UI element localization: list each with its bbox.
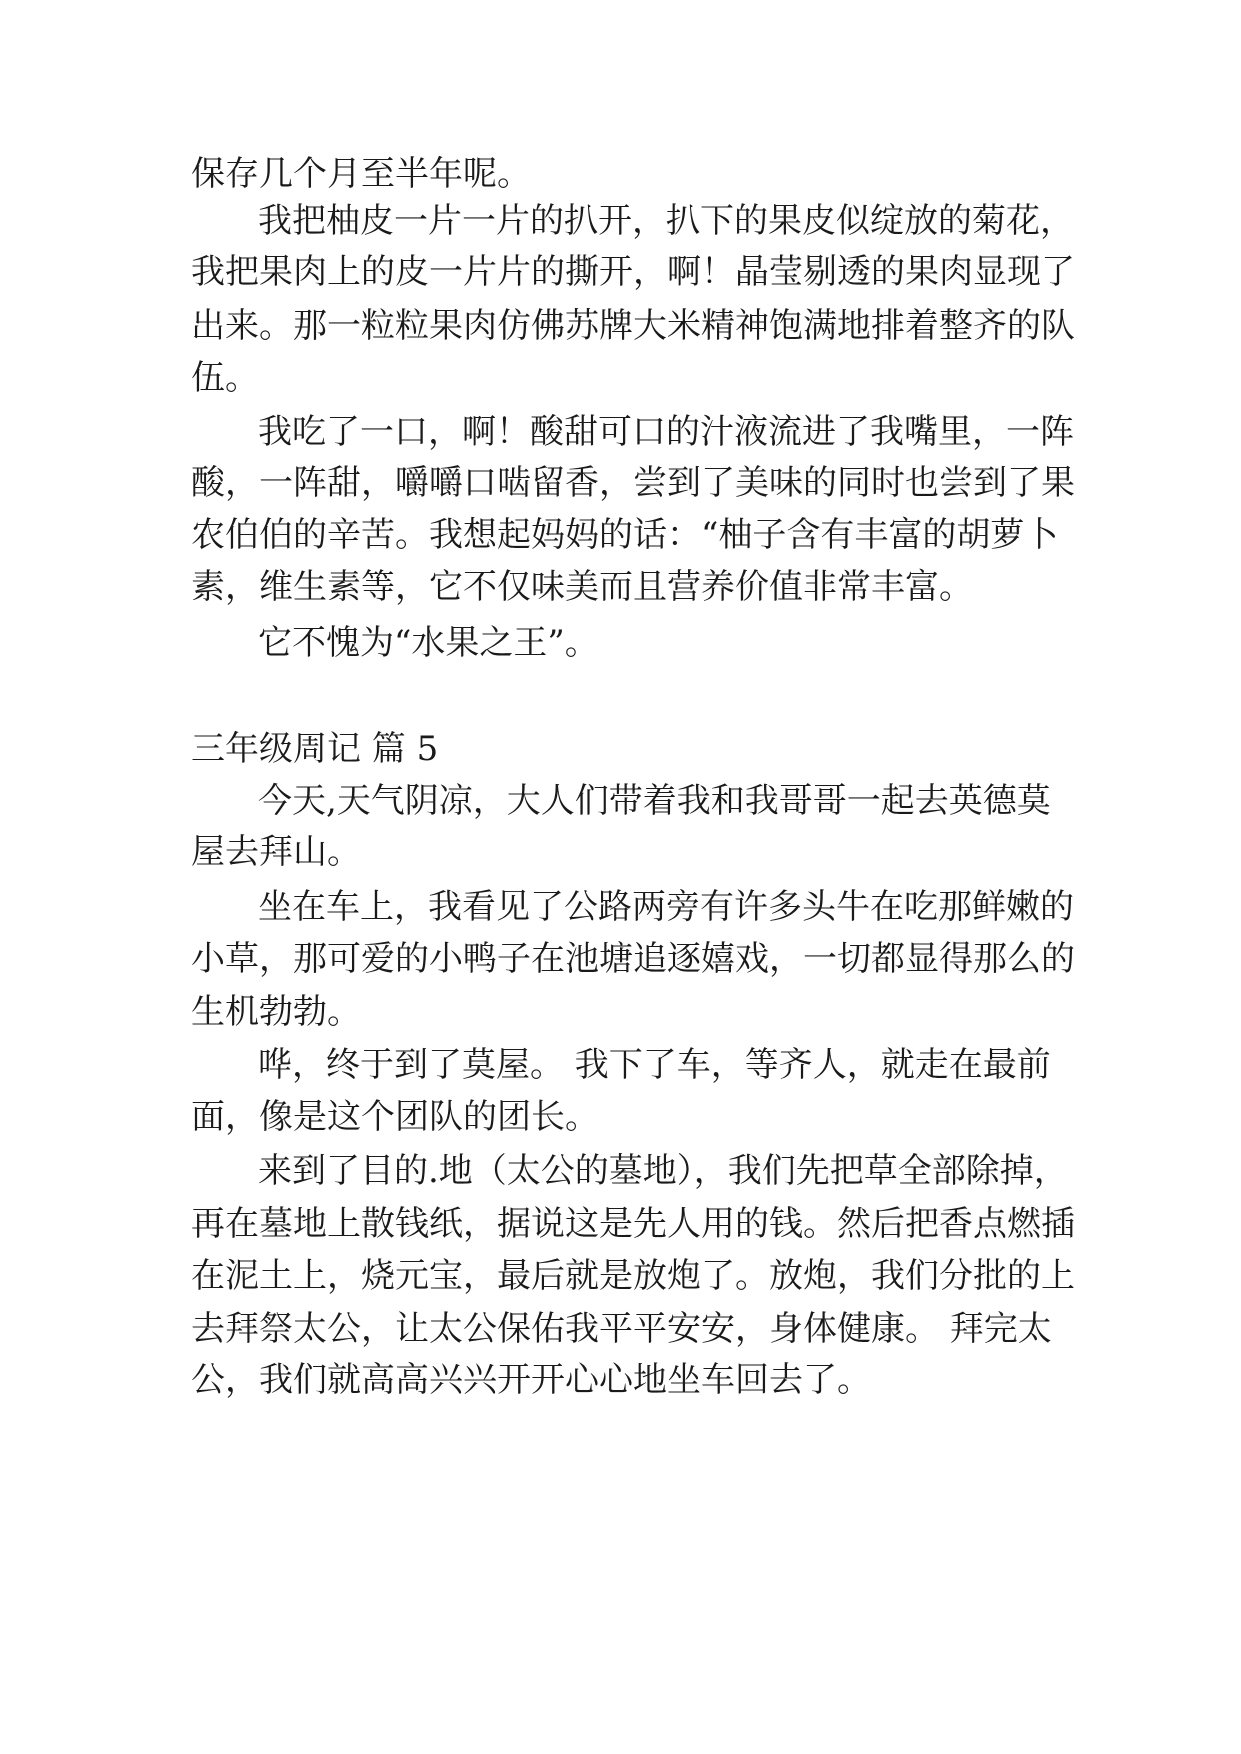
text-line: 素，维生素等，它不仅味美而且营养价值非常丰富。 [191,567,973,607]
text-line: 去拜祭太公，让太公保佑我平平安安，身体健康。 拜完太 [191,1309,1052,1349]
text-line: 哗，终于到了莫屋。 我下了车，等齐人，就走在最前 [258,1045,1051,1085]
text-line: 我吃了一口，啊！酸甜可口的汁液流进了我嘴里，一阵 [258,412,1074,452]
text-line: 农伯伯的辛苦。我想起妈妈的话：“柚子含有丰富的胡萝卜 [191,515,1059,555]
text-line: 伍。 [191,358,259,398]
text-line: 公，我们就高高兴兴开开心心地坐车回去了。 [191,1360,871,1400]
section-heading: 三年级周记 篇 5 [191,729,439,769]
text-line: 我把柚皮一片一片的扒开，扒下的果皮似绽放的菊花， [258,201,1074,241]
text-line: 生机勃勃。 [191,992,361,1032]
text-line: 保存几个月至半年呢。 [191,154,531,194]
text-line: 我把果肉上的皮一片片的撕开，啊！晶莹剔透的果肉显现了 [191,252,1075,292]
text-line: 在泥土上，烧元宝，最后就是放炮了。放炮，我们分批的上 [191,1256,1075,1296]
text-line: 它不愧为“水果之王”。 [258,623,599,663]
text-line: 再在墓地上散钱纸，据说这是先人用的钱。然后把香点燃插 [191,1204,1075,1244]
text-line: 来到了目的.地（太公的墓地），我们先把草全部除掉， [258,1151,1068,1191]
text-line: 坐在车上，我看见了公路两旁有许多头牛在吃那鲜嫩的 [258,887,1074,927]
text-line: 酸，一阵甜，嚼嚼口啮留香，尝到了美味的同时也尝到了果 [191,463,1075,503]
text-line: 小草，那可爱的小鸭子在池塘追逐嬉戏，一切都显得那么的 [191,939,1075,979]
text-line: 今天,天气阴凉，大人们带着我和我哥哥一起去英德莫 [258,781,1051,821]
text-line: 出来。那一粒粒果肉仿佛苏牌大米精神饱满地排着整齐的队 [191,306,1075,346]
text-line: 面，像是这个团队的团长。 [191,1097,599,1137]
text-line: 屋去拜山。 [191,832,361,872]
